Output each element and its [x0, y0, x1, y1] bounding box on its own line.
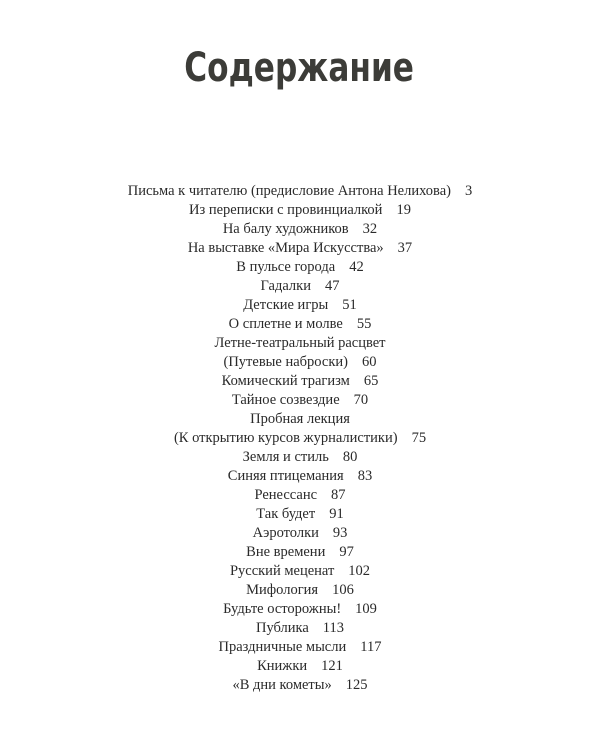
toc-entry [0, 486, 600, 505]
toc-entry-title: Земля и стиль [242, 449, 329, 465]
toc-line [0, 619, 600, 638]
toc-entry-title: Из переписки с провинциалкой [189, 202, 383, 218]
toc-page-number: 51 [342, 297, 357, 313]
toc-entry [0, 676, 600, 695]
toc-page-number: 102 [348, 563, 371, 579]
toc-entry [0, 600, 600, 619]
toc-entry-title: Будьте осторожны! [223, 601, 342, 617]
toc-entry [0, 505, 600, 524]
toc-entry [0, 524, 600, 543]
toc-page-number: 83 [357, 468, 373, 484]
toc-page-number: 37 [397, 240, 413, 256]
toc-line [0, 657, 600, 676]
toc-entry-title: На балу художников [222, 221, 349, 237]
toc-line [0, 201, 600, 220]
toc-entry [0, 581, 600, 600]
toc-entry [0, 448, 600, 467]
toc-line [0, 562, 600, 581]
toc-page-number: 65 [363, 373, 379, 389]
toc-entry [0, 315, 600, 334]
toc-page-number: 32 [362, 221, 378, 237]
toc-page-number: 97 [339, 544, 354, 560]
toc-entry-title: «В дни кометы» [232, 677, 332, 693]
toc-entry [0, 258, 600, 277]
toc-page-number: 93 [332, 525, 348, 541]
toc-entry [0, 182, 600, 201]
toc-line [0, 391, 600, 410]
toc-entry-title: Письма к читателю (предисловие Антона Нелихова) [127, 183, 451, 199]
toc-page-number: 75 [411, 430, 427, 446]
toc-entry [0, 657, 600, 676]
toc-entry-title: Комический трагизм [221, 373, 350, 389]
toc-entry [0, 372, 600, 391]
toc-line [0, 296, 600, 315]
toc-line [0, 524, 600, 543]
toc-entry-title: Публика [255, 620, 309, 636]
toc-line [0, 543, 600, 562]
toc-entry [0, 543, 600, 562]
toc-entry [0, 201, 600, 220]
toc-line [0, 258, 600, 277]
toc-line [0, 505, 600, 524]
toc-entry-title: Так будет [256, 506, 316, 522]
toc-entry-title: Летне-театральный расцвет [214, 335, 386, 351]
toc-entry-title: (К открытию курсов журналистики) [173, 430, 398, 446]
toc-page-number: 113 [322, 620, 345, 636]
toc-entry [0, 277, 600, 296]
toc-line [0, 676, 600, 695]
toc-entry-title: Книжки [257, 658, 308, 674]
toc-page-number: 47 [324, 278, 340, 294]
toc-entry-title: (Путевые наброски) [223, 354, 348, 370]
toc-page-number: 60 [361, 354, 377, 370]
toc-entry [0, 467, 600, 486]
toc-entry-title: В пульсе города [236, 259, 336, 275]
toc-page-number: 80 [342, 449, 358, 465]
toc-line [0, 315, 600, 334]
toc-line [0, 429, 600, 448]
toc-line [0, 372, 600, 391]
toc-entry [0, 562, 600, 581]
toc-entry-title: Мифология [246, 582, 319, 598]
toc-page-number: 3 [464, 183, 473, 199]
toc-entry [0, 638, 600, 657]
toc-line [0, 581, 600, 600]
toc-page-number: 91 [329, 506, 344, 522]
toc-entry [0, 334, 600, 372]
toc-page-number: 109 [355, 601, 377, 617]
toc-line [0, 239, 600, 258]
toc-entry [0, 410, 600, 448]
toc-entry-title: На выставке «Мира Искусства» [187, 240, 384, 256]
toc-entry [0, 619, 600, 638]
toc-line [0, 638, 600, 657]
toc-page-number: 125 [345, 677, 368, 693]
toc-line [0, 410, 600, 429]
toc-entry-title: Вне времени [246, 544, 326, 560]
toc-entry [0, 239, 600, 258]
toc-page-number: 106 [332, 582, 354, 598]
toc-line [0, 353, 600, 372]
toc-page-number: 55 [356, 316, 372, 332]
toc-entry [0, 220, 600, 239]
toc-entry-title: О сплетне и молве [228, 316, 343, 332]
toc-page-number: 70 [353, 392, 369, 408]
toc-page-number: 121 [321, 658, 343, 674]
toc-entry-title: Праздничные мысли [218, 639, 347, 655]
table-of-contents [0, 182, 600, 695]
toc-line [0, 448, 600, 467]
page-title: Содержание [184, 45, 414, 91]
toc-line [0, 600, 600, 619]
toc-entry-title: Синяя птицемания [227, 468, 344, 484]
toc-line [0, 334, 600, 353]
toc-line [0, 467, 600, 486]
toc-entry-title: Аэротолки [252, 525, 319, 541]
toc-entry-title: Тайное созвездие [231, 392, 340, 408]
toc-entry-title: Детские игры [243, 297, 329, 313]
toc-entry [0, 391, 600, 410]
toc-entry-title: Пробная лекция [250, 411, 350, 427]
toc-entry-title: Гадалки [260, 278, 311, 294]
toc-page-number: 19 [396, 202, 411, 218]
toc-line [0, 486, 600, 505]
toc-entry-title: Ренессанс [254, 487, 318, 503]
toc-page-number: 42 [349, 259, 364, 275]
toc-line [0, 220, 600, 239]
toc-line [0, 277, 600, 296]
toc-page-number: 117 [360, 639, 382, 655]
toc-page-number: 87 [331, 487, 346, 503]
toc-entry-title: Русский меценат [229, 563, 335, 579]
toc-entry [0, 296, 600, 315]
toc-line [0, 182, 600, 201]
